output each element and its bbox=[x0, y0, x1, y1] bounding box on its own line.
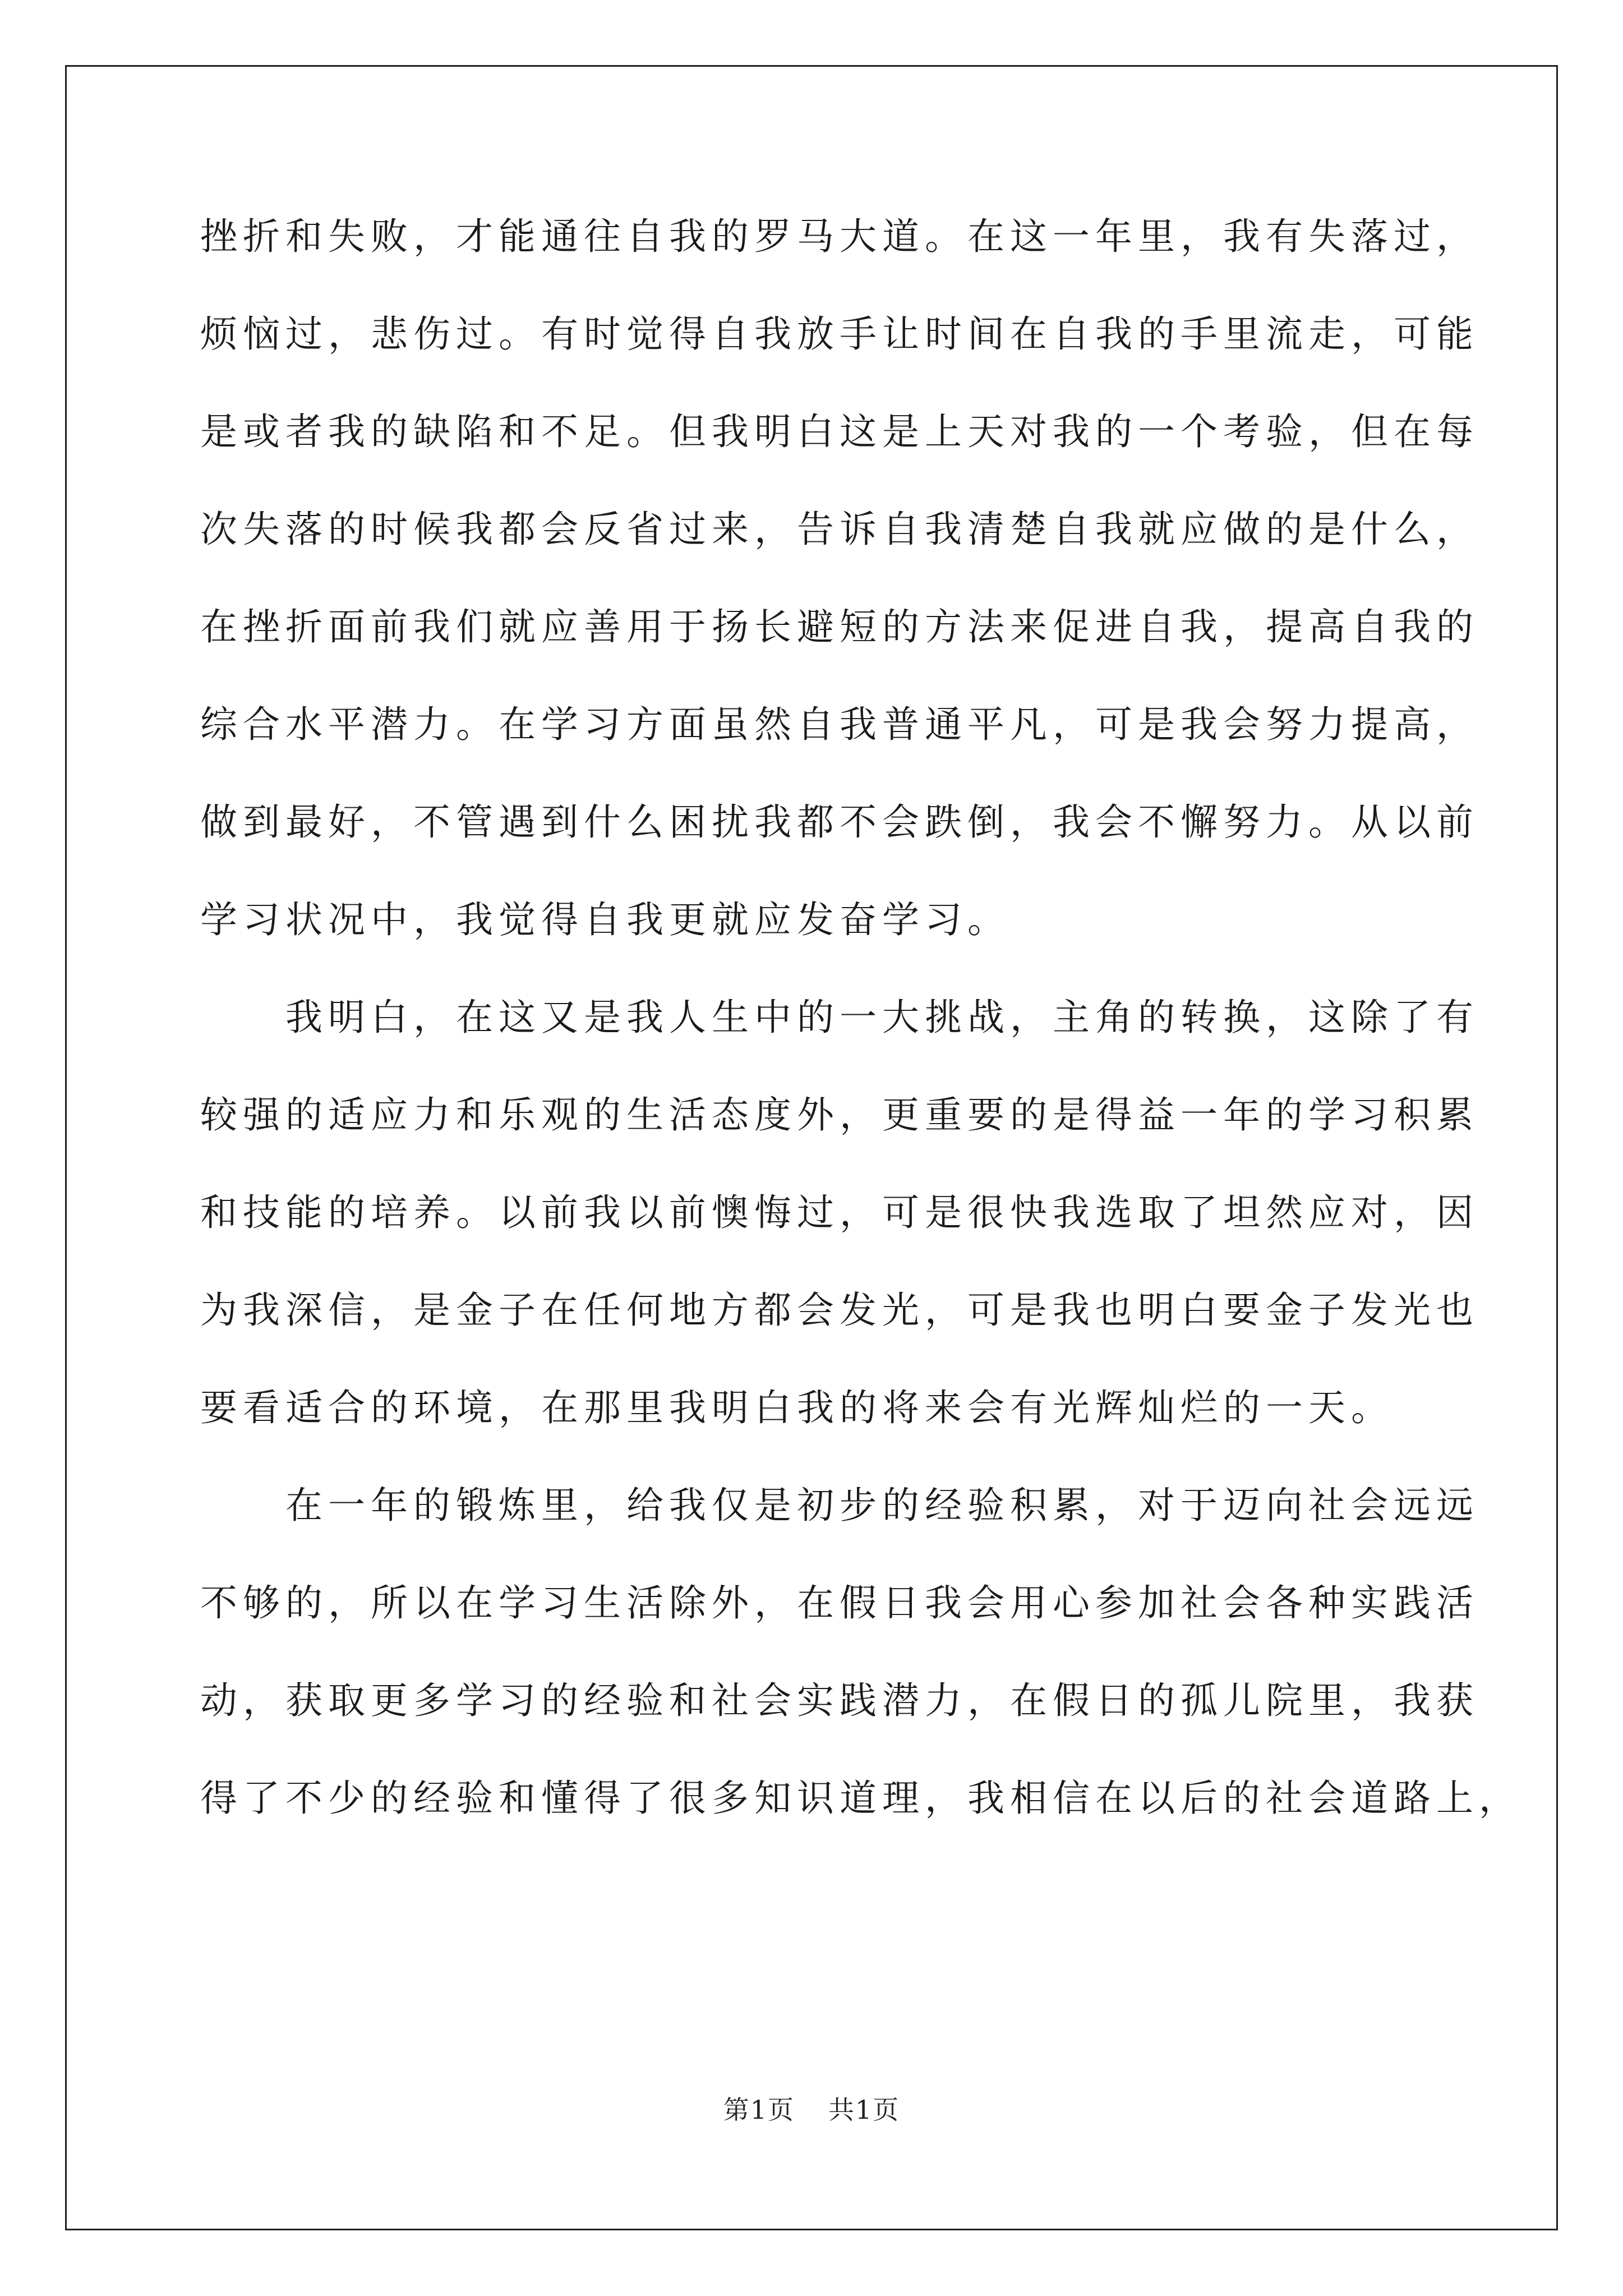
text-line: 综合水平潜力。在学习方面虽然自我普通平凡，可是我会努力提高， bbox=[200, 703, 1479, 746]
text-line: 和技能的培养。以前我以前懊悔过，可是很快我选取了坦然应对，因 bbox=[200, 1191, 1479, 1234]
text-line: 学习状况中，我觉得自我更就应发奋学习。 bbox=[200, 898, 1010, 941]
text-line: 挫折和失败，才能通往自我的罗马大道。在这一年里，我有失落过， bbox=[200, 215, 1479, 258]
text-line: 不够的，所以在学习生活除外，在假日我会用心参加社会各种实践活 bbox=[200, 1581, 1479, 1625]
document-body bbox=[200, 188, 1521, 1847]
paragraph-start-line: 我明白，在这又是我人生中的一大挑战，主角的转换，这除了有 bbox=[285, 996, 1479, 1039]
text-line: 得了不少的经验和懂得了很多知识道理，我相信在以后的社会道路上， bbox=[200, 1777, 1521, 1820]
page-footer bbox=[0, 2090, 1623, 2127]
text-line: 在挫折面前我们就应善用于扬长避短的方法来促进自我，提高自我的 bbox=[200, 605, 1479, 648]
paragraph-start-line: 在一年的锻炼里，给我仅是初步的经验积累，对于迈向社会远远 bbox=[285, 1484, 1479, 1527]
text-line: 做到最好，不管遇到什么困扰我都不会跌倒，我会不懈努力。从以前 bbox=[200, 800, 1479, 844]
text-line: 较强的适应力和乐观的生活态度外，更重要的是得益一年的学习积累 bbox=[200, 1093, 1479, 1137]
text-line: 为我深信，是金子在任何地方都会发光，可是我也明白要金子发光也 bbox=[200, 1289, 1479, 1332]
text-line: 是或者我的缺陷和不足。但我明白这是上天对我的一个考验，但在每 bbox=[200, 410, 1479, 453]
page-total: 共1页 bbox=[828, 2095, 900, 2125]
text-line: 要看适合的环境，在那里我明白我的将来会有光辉灿烂的一天。 bbox=[200, 1386, 1394, 1429]
text-line: 动，获取更多学习的经验和社会实践潜力，在假日的孤儿院里，我获 bbox=[200, 1679, 1479, 1722]
page-number: 第1页 bbox=[723, 2095, 795, 2125]
text-line: 烦恼过，悲伤过。有时觉得自我放手让时间在自我的手里流走，可能 bbox=[200, 312, 1479, 356]
text-line: 次失落的时候我都会反省过来，告诉自我清楚自我就应做的是什么， bbox=[200, 508, 1479, 551]
